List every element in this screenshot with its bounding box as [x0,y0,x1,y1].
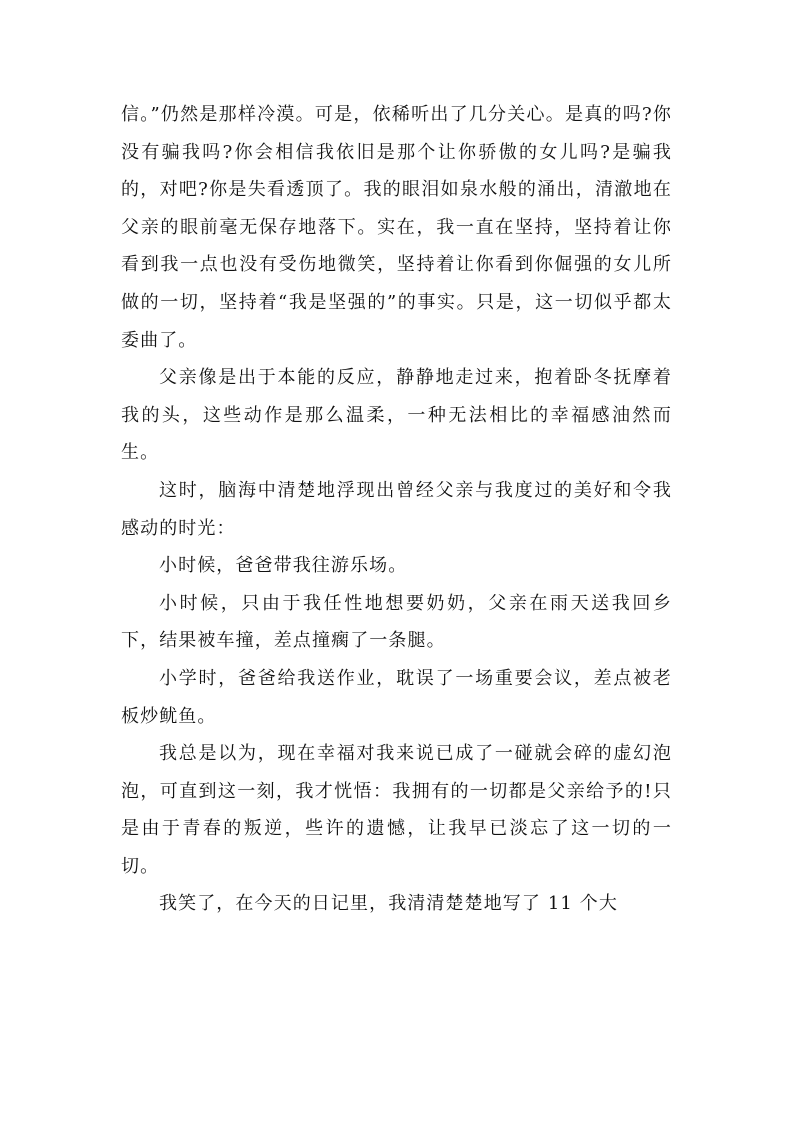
document-page [121,96,672,923]
paragraph: 父亲像是出于本能的反应，静静地走过来，抱着卧冬抚摩着我的头，这些动作是那么温柔，一种无法相比的幸福感油然而生。 [121,367,672,464]
paragraph: 我总是以为，现在幸福对我来说已成了一碰就会碎的虚幻泡泡，可直到这一刻，我才恍悟：我拥有的一切都是父亲给予的!只是由于青春的叛逆，些许的遗憾，让我早已淡忘了这一切的一切。 [121,743,672,877]
paragraph: 小学时，爸爸给我送作业，耽误了一场重要会议，差点被老板炒鱿鱼。 [121,667,672,727]
paragraph: 小时候，爸爸带我往游乐场。 [159,555,408,577]
paragraph: 信。”仍然是那样冷漠。可是，依稀听出了几分关心。是真的吗?你没有骗我吗?你会相信我依旧是那个让你骄傲的女儿吗?是骗我的，对吧?你是失看透顶了。我的眼泪如泉水般的涌出，清澈地在父亲的眼前毫无保存地落下。实在，我一直在坚持，坚持着让你看到我一点也没有受伤地微笑，坚持着让你看到你倔强的女儿所做的一切，坚持着“我是坚强的”的事实。只是，这一切似乎都太委曲了。 [121,104,672,351]
paragraph: 这时，脑海中清楚地浮现出曾经父亲与我度过的美好和令我感动的时光： [121,479,672,539]
paragraph: 我笑了，在今天的日记里，我清清楚楚地写了 11 个大 [159,893,618,915]
paragraph: 小时候，只由于我任性地想要奶奶，父亲在雨天送我回乡下，结果被车撞，差点撞瘸了一条腿。 [121,592,672,652]
